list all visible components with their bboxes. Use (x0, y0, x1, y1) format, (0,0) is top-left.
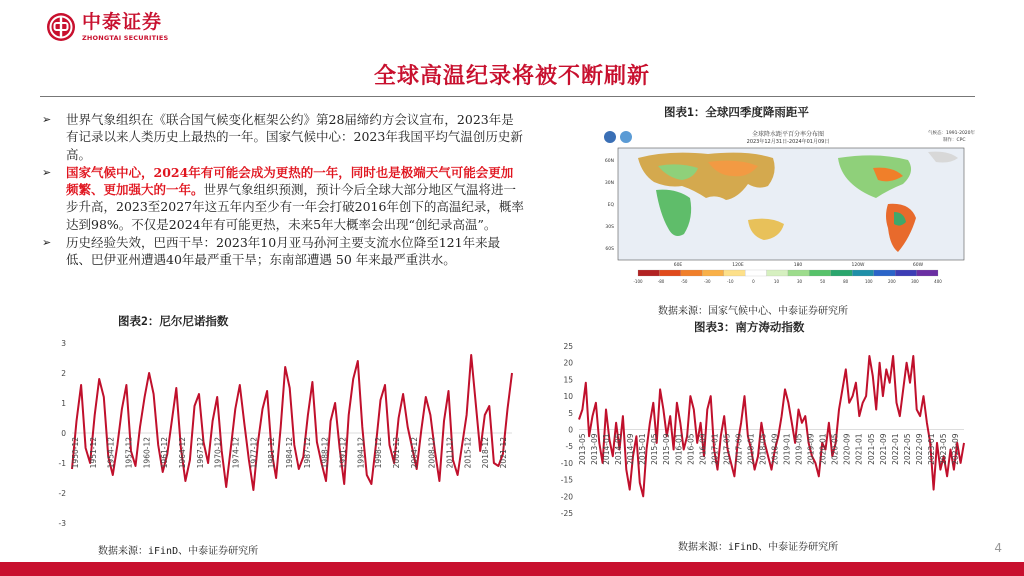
map-svg (598, 128, 976, 288)
legend-tick-label: 200 (888, 279, 896, 284)
zhongtai-logo-icon (46, 12, 76, 42)
company-logo (46, 12, 168, 42)
x-tick-label: 2021-01 (854, 433, 864, 465)
x-tick-label: 2022-01 (890, 433, 900, 465)
legend-tick-label: -10 (727, 279, 734, 284)
map-lon-label: 120W (851, 263, 865, 268)
footer-bar (0, 562, 1024, 576)
x-tick-label: 2014-01 (602, 433, 612, 465)
x-tick-label: 1970-12 (213, 437, 223, 469)
ncc-logo-icon (620, 131, 632, 143)
bullet-item (42, 234, 524, 269)
x-tick-label: 2008-12 (427, 437, 437, 469)
y-tick-label: 3 (61, 339, 66, 348)
company-name-cn: 中泰证券 (82, 10, 163, 33)
soi-index-chart (545, 338, 975, 528)
y-tick-label: -2 (58, 489, 66, 498)
x-tick-label: 2018-12 (481, 437, 491, 469)
x-tick-label: 2011-12 (445, 437, 455, 469)
fig1-source: 数据来源：国家气候中心、中泰证券研究所 (658, 306, 848, 317)
legend-swatch (874, 270, 895, 276)
legend-tick-label: -30 (703, 279, 711, 284)
series-line (579, 356, 964, 496)
fig1-title: 图表1：全球四季度降雨距平 (664, 105, 809, 119)
fig3-source: 数据来源：iFinD、中泰证券研究所 (678, 542, 839, 553)
page-number: 4 (994, 541, 1002, 555)
fig2-source: 数据来源：iFinD、中泰证券研究所 (98, 546, 259, 557)
x-tick-label: 2018-09 (770, 433, 780, 465)
x-tick-label: 1987-12 (302, 437, 312, 469)
y-tick-label: 10 (563, 392, 573, 402)
x-tick-label: 2020-01 (818, 433, 828, 465)
legend-swatch (724, 270, 745, 276)
x-tick-label: 1988-12 (320, 437, 330, 469)
map-title: 全球降水距平百分率分布图 (751, 131, 825, 138)
y-tick-label: 2 (61, 369, 66, 378)
legend-swatch (788, 270, 809, 276)
cma-logo-icon (604, 131, 616, 143)
legend-swatch (895, 270, 916, 276)
x-tick-label: 2016-01 (674, 433, 684, 465)
x-tick-label: 2022-09 (914, 433, 924, 465)
x-tick-label: 1950-12 (71, 437, 80, 469)
title-divider (40, 96, 975, 97)
y-tick-label: -1 (58, 459, 66, 468)
fig2-title: 图表2：尼尔尼诺指数 (118, 314, 229, 328)
x-tick-label: 1951-12 (88, 437, 98, 469)
x-tick-label: 2015-05 (650, 433, 660, 465)
x-tick-label: 2015-01 (638, 433, 648, 465)
legend-swatch (638, 270, 659, 276)
bullet-arrow-icon: ➢ (42, 113, 52, 126)
legend-swatch (681, 270, 702, 276)
bullet-arrow-icon: ➢ (42, 236, 52, 250)
bullet-text (66, 234, 524, 269)
x-tick-label: 1960-12 (142, 437, 152, 469)
y-tick-label: -10 (560, 458, 573, 468)
x-tick-label: 2019-09 (806, 433, 816, 465)
x-tick-label: 2013-09 (590, 433, 600, 465)
legend-tick-label: 400 (934, 279, 942, 284)
y-tick-label: -5 (565, 442, 573, 452)
y-tick-label: 25 (563, 342, 573, 351)
x-tick-label: 1967-12 (195, 437, 205, 469)
x-tick-label: 1964-12 (178, 437, 187, 469)
x-tick-label: 2018-05 (758, 433, 768, 465)
x-tick-label: 2013-05 (578, 433, 587, 465)
x-tick-label: 2022-05 (902, 433, 912, 465)
map-lon-label: 120E (732, 263, 744, 268)
map-subtitle: 2023年12月31日-2024年01月09日 (746, 139, 830, 145)
x-tick-label: 1977-12 (249, 437, 259, 469)
map-lat-label: 30N (604, 181, 614, 186)
x-tick-label: 1994-12 (356, 437, 366, 469)
legend-swatch (831, 270, 852, 276)
y-tick-label: -15 (560, 475, 573, 485)
bullet-item (42, 164, 524, 233)
map-lon-label: 60W (912, 263, 924, 268)
x-tick-label: 2017-05 (722, 433, 732, 465)
precipitation-anomaly-map (598, 128, 976, 288)
map-lat-labels (605, 158, 615, 252)
legend-swatch (809, 270, 830, 276)
x-tick-label: 2004-12 (409, 437, 419, 469)
x-tick-label: 2014-09 (626, 433, 636, 465)
x-tick-label: 2020-05 (830, 433, 840, 465)
x-tick-label: 1961-12 (160, 437, 170, 469)
y-tick-label: 0 (61, 429, 66, 438)
legend-tick-label: 100 (864, 279, 873, 284)
bullet-segment-text: 世界气象组织在《联合国气候变化框架公约》第28届缔约方会议宣布，2023年是有记录以来人类历史上最热的一年。国家气候中心：2023年我国平均气温创历史新高。 (66, 112, 523, 162)
legend-swatch (852, 270, 873, 276)
series-line (72, 355, 512, 490)
legend-tick-label: 10 (773, 279, 780, 284)
company-name-en: ZHONGTAI SECURITIES (82, 33, 169, 42)
legend-tick-label: -100 (633, 279, 643, 284)
page-title: 全球高温纪录将被不断刷新 (373, 63, 650, 89)
y-tick-label: 20 (563, 358, 573, 368)
y-tick-label: 1 (61, 399, 66, 408)
x-tick-label: 2016-09 (698, 433, 708, 465)
x-tick-label: 2019-05 (794, 433, 804, 465)
x-tick-label: 2018-01 (746, 433, 756, 465)
x-tick-label: 1957-12 (124, 437, 134, 469)
bullet-list (42, 111, 524, 270)
x-tick-label: 2021-05 (866, 433, 876, 465)
legend-tick-label: 0 (752, 279, 755, 284)
fig3-title: 图表3：南方涛动指数 (694, 320, 805, 334)
x-tick-label: 2017-09 (734, 433, 744, 465)
legend-swatch (917, 270, 938, 276)
x-tick-label: 1984-12 (285, 437, 294, 469)
x-tick-label: 2017-01 (710, 433, 720, 465)
legend-swatch (767, 270, 788, 276)
map-lat-label: 60N (604, 159, 614, 164)
map-legend (633, 270, 942, 284)
y-tick-label: -20 (560, 492, 573, 502)
x-tick-label: 1954-12 (106, 437, 116, 469)
legend-tick-label: -80 (657, 279, 665, 284)
bullet-segment-text: 历史经验失效，巴西干旱：2023年10月亚马孙河主要支流水位降至121年来最低、巴伊亚州遭遇40年最严重干旱；东南部遭遇 50 年来最严重洪水。 (66, 235, 501, 268)
x-tick-label: 2023-01 (926, 433, 936, 465)
legend-swatch (702, 270, 723, 276)
x-tick-label: 1974-12 (231, 437, 241, 469)
legend-tick-label: 50 (820, 279, 826, 284)
map-lat-label: 60S (605, 247, 614, 252)
x-tick-label: 1981-12 (267, 437, 277, 469)
y-tick-label: 0 (568, 425, 573, 435)
x-tick-label: 2023-09 (951, 433, 960, 465)
bullet-arrow-icon: ➢ (42, 165, 52, 179)
map-lat-label: EQ (607, 203, 614, 208)
bullet-text (66, 164, 524, 233)
legend-tick-label: -50 (680, 279, 688, 284)
map-lat-label: 30S (605, 225, 614, 230)
x-tick-label: 2001-12 (392, 437, 401, 469)
bullet-item (42, 111, 524, 163)
bullet-segment-text: 世界气象组织预测，预计今后全球大部分地区气温将进一步升高，2023至2027年这五年内至少有一年会打破2016年创下的高温纪录，概率达到98%。不仅是2024年有可能更热，未来5年大概率会出现“创纪录高温”。 (66, 182, 524, 232)
legend-swatch (659, 270, 680, 276)
x-tick-label: 2015-12 (463, 437, 473, 469)
x-tick-label: 2019-01 (782, 433, 792, 465)
map-unit: 制作：CPC (943, 138, 966, 143)
x-tick-label: 2020-09 (842, 433, 852, 465)
x-tick-label: 2021-12 (499, 437, 508, 469)
x-tick-label: 1991-12 (338, 437, 348, 469)
map-lon-label: 180 (793, 263, 803, 268)
y-tick-label: -3 (58, 519, 66, 528)
legend-tick-label: 300 (911, 279, 919, 284)
legend-swatch (745, 270, 766, 276)
x-tick-label: 2014-05 (614, 433, 624, 465)
x-tick-label: 2015-09 (662, 433, 672, 465)
map-note: 气候态：1991-2020年 (928, 131, 976, 136)
x-tick-label: 2016-05 (686, 433, 696, 465)
legend-tick-label: 30 (796, 279, 803, 284)
y-tick-label: 15 (563, 375, 573, 385)
y-tick-label: 5 (568, 408, 573, 418)
map-lon-labels (674, 262, 924, 268)
y-tick-label: -25 (560, 509, 573, 518)
x-tick-label: 1998-12 (374, 437, 384, 469)
bullet-text (66, 111, 524, 163)
bullet-highlight-text: 国家气候中心，2024年有可能会成为更热的一年，同时也是极端天气可能会更加频繁、更加强大的一年。 (66, 164, 514, 198)
map-lon-label: 60E (673, 263, 683, 268)
legend-tick-label: 80 (843, 279, 849, 284)
x-tick-label: 2023-05 (938, 433, 948, 465)
nino-index-chart (50, 335, 520, 535)
x-tick-label: 2021-09 (878, 433, 888, 465)
